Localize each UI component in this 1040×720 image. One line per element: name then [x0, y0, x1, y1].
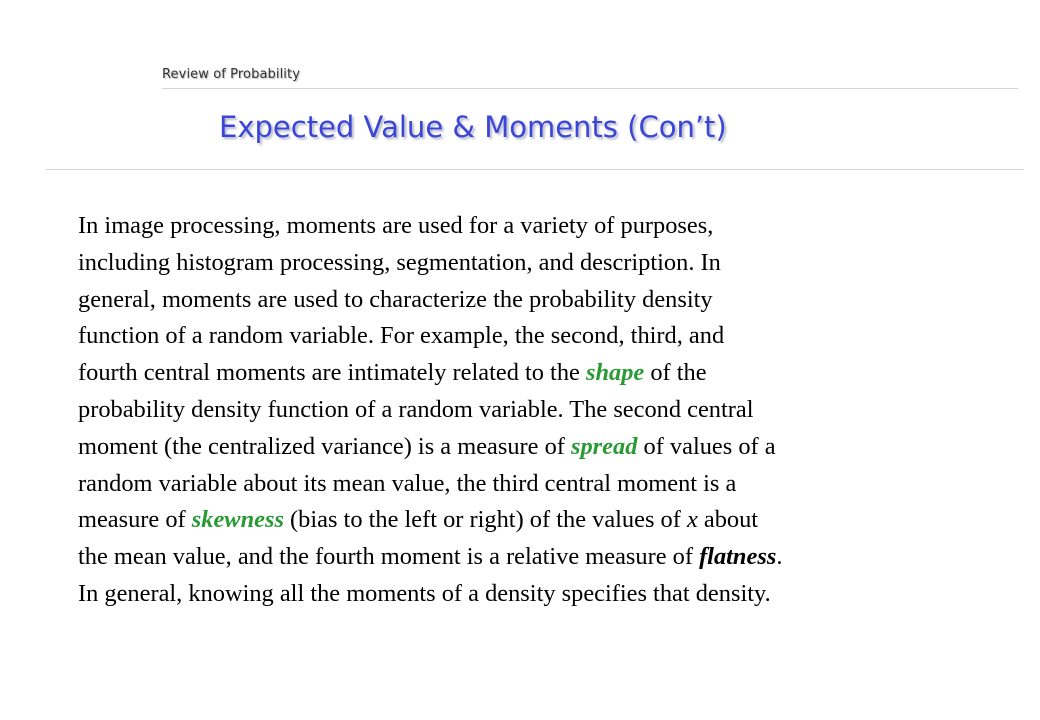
body-line-8: random variable about its mean value, the third central moment is a [78, 469, 737, 497]
body-line-9-end: about [697, 506, 759, 534]
body-line-6: probability density function of a random variable. The second central [78, 395, 754, 423]
variable-x: x [686, 506, 698, 534]
body-line-5 [78, 355, 1008, 392]
body-line-3: general, moments are used to characterize the probability density [78, 285, 713, 313]
body-line-7 [78, 429, 1008, 466]
body-line-9 [78, 502, 1008, 539]
body-line-7-start: moment (the centralized variance) is a measure of [78, 432, 571, 460]
keyword-skewness: skewness [191, 506, 284, 534]
body-line-10-end: . [776, 543, 783, 571]
body-paragraph [78, 208, 1008, 613]
slide-title: Expected Value & Moments (Con’t) [219, 110, 727, 144]
body-line-1: In image processing, moments are used for a variety of purposes, [78, 212, 714, 239]
body-line-10 [78, 539, 1008, 576]
body-line-5-start: fourth central moments are intimately related to the [78, 359, 586, 387]
section-header: Review of Probability [162, 67, 300, 82]
keyword-spread: spread [571, 432, 638, 460]
body-line-9-middle: (bias to the left or right) of the values of [283, 506, 687, 534]
title-divider [46, 169, 1024, 170]
body-line-2: including histogram processing, segmentation, and description. In [78, 248, 721, 276]
keyword-shape: shape [585, 359, 645, 387]
body-line-9-start: measure of [78, 506, 192, 534]
body-line-7-end: of values of a [637, 432, 776, 460]
body-line-11: In general, knowing all the moments of a density specifies that density. [78, 579, 771, 607]
body-line-5-end: of the [644, 359, 707, 387]
body-line-4: function of a random variable. For example, the second, third, and [78, 322, 725, 350]
header-divider [162, 88, 1018, 89]
keyword-flatness: flatness [699, 543, 777, 571]
body-line-10-start: the mean value, and the fourth moment is a relative measure of [78, 543, 700, 571]
